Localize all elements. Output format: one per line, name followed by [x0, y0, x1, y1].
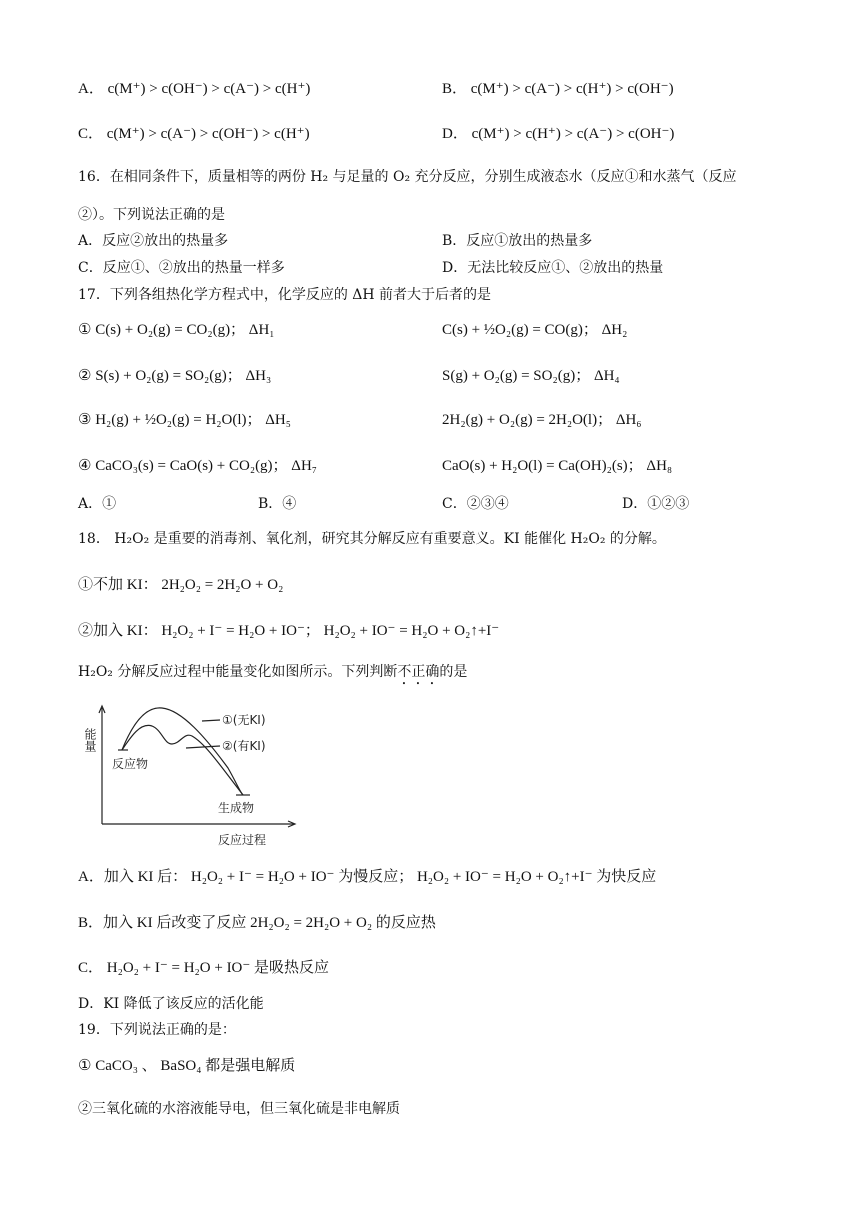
q16-stem-line1: 16．在相同条件下，质量相等的两份 H₂ 与足量的 O₂ 充分反应，分别生成液态水（反应①和水蒸气（反应: [78, 169, 737, 185]
q19-stem: 19．下列说法正确的是：: [78, 1022, 236, 1038]
q15-option-c: C． c(M⁺) > c(A⁻) > c(OH⁻) > c(H⁺): [78, 126, 310, 142]
q17-option-a: A．①: [78, 496, 117, 512]
q18-option-b: B．加入 KI 后改变了反应 2H₂O₂ = 2H₂O + O₂ 的反应热: [78, 915, 436, 931]
q17-stem: 17．下列各组热化学方程式中，化学反应的 ΔH 前者大于后者的是: [78, 287, 492, 303]
q17-reaction-1b: C(s) + ½O₂(g) = CO(g)； ΔH₂: [442, 322, 628, 338]
q18-option-d: D．KI 降低了该反应的活化能: [78, 996, 264, 1012]
label-pointer-2: [186, 746, 220, 748]
q18-statement-3-post: 的是: [439, 664, 468, 680]
q15-option-a: A． c(M⁺) > c(OH⁻) > c(A⁻) > c(H⁺): [78, 81, 311, 97]
q18-option-c: C． H₂O₂ + I⁻ = H₂O + IO⁻ 是吸热反应: [78, 960, 330, 976]
q15-option-b: B． c(M⁺) > c(A⁻) > c(H⁺) > c(OH⁻): [442, 81, 674, 97]
q18-statement-3-pre: H₂O₂ 分解反应过程中能量变化如图所示。下列判断: [78, 664, 398, 680]
q17-reaction-1a: ① C(s) + O₂(g) = CO₂(g)； ΔH₁: [78, 322, 275, 338]
curve1-label: ①(无KI): [222, 713, 266, 727]
q18-statement-2: ②加入 KI： H₂O₂ + I⁻ = H₂O + IO⁻； H₂O₂ + IO⁻ = H₂O + O₂↑+I⁻: [78, 623, 500, 639]
q17-reaction-3a: ③ H₂(g) + ½O₂(g) = H₂O(l)； ΔH₅: [78, 412, 291, 428]
q17-reaction-2b: S(g) + O₂(g) = SO₂(g)； ΔH₄: [442, 368, 620, 384]
q18-option-a: A．加入 KI 后： H₂O₂ + I⁻ = H₂O + IO⁻ 为慢反应； H₂O₂ + IO⁻ = H₂O + O₂↑+I⁻ 为快反应: [78, 869, 657, 885]
y-axis-label: 能量: [83, 728, 97, 752]
label-pointer-1: [202, 720, 220, 721]
curve2-label: ②(有KI): [222, 739, 266, 753]
q19-statement-1: ① CaCO₃ 、 BaSO₄ 都是强电解质: [78, 1058, 296, 1074]
q18-statement-3: [78, 662, 467, 688]
q17-reaction-2a: ② S(s) + O₂(g) = SO₂(g)； ΔH₃: [78, 368, 272, 384]
q15-option-d: D． c(M⁺) > c(H⁺) > c(A⁻) > c(OH⁻): [442, 126, 675, 142]
q17-reaction-4b: CaO(s) + H₂O(l) = Ca(OH)₂(s)； ΔH₈: [442, 458, 673, 474]
q18-statement-1: ①不加 KI： 2H₂O₂ = 2H₂O + O₂: [78, 577, 284, 593]
q16-option-d: D．无法比较反应①、②放出的热量: [442, 260, 664, 276]
q16-stem-line2: ②）。下列说法正确的是: [78, 207, 225, 223]
q19-statement-2: ②三氧化硫的水溶液能导电，但三氧化硫是非电解质: [78, 1101, 400, 1117]
reactant-label: 反应物: [112, 757, 149, 771]
q17-option-d: D．①②③: [622, 496, 690, 512]
q17-reaction-4a: ④ CaCO₃(s) = CaO(s) + CO₂(g)； ΔH₇: [78, 458, 318, 474]
x-axis-label: 反应过程: [218, 833, 267, 847]
q18-emphasis: 不正确: [397, 664, 440, 680]
energy-diagram: [70, 700, 300, 850]
product-label: 生成物: [218, 801, 255, 815]
q16-option-b: B．反应①放出的热量多: [442, 233, 593, 249]
q17-option-c: C．②③④: [442, 496, 509, 512]
q16-option-c: C．反应①、②放出的热量一样多: [78, 260, 285, 276]
q17-option-b: B．④: [258, 496, 297, 512]
q16-option-a: A．反应②放出的热量多: [78, 233, 229, 249]
q17-reaction-3b: 2H₂(g) + O₂(g) = 2H₂O(l)； ΔH₆: [442, 412, 642, 428]
q18-stem: 18． H₂O₂ 是重要的消毒剂、氧化剂，研究其分解反应有重要意义。KI 能催化 H₂O₂ 的分解。: [78, 531, 666, 547]
